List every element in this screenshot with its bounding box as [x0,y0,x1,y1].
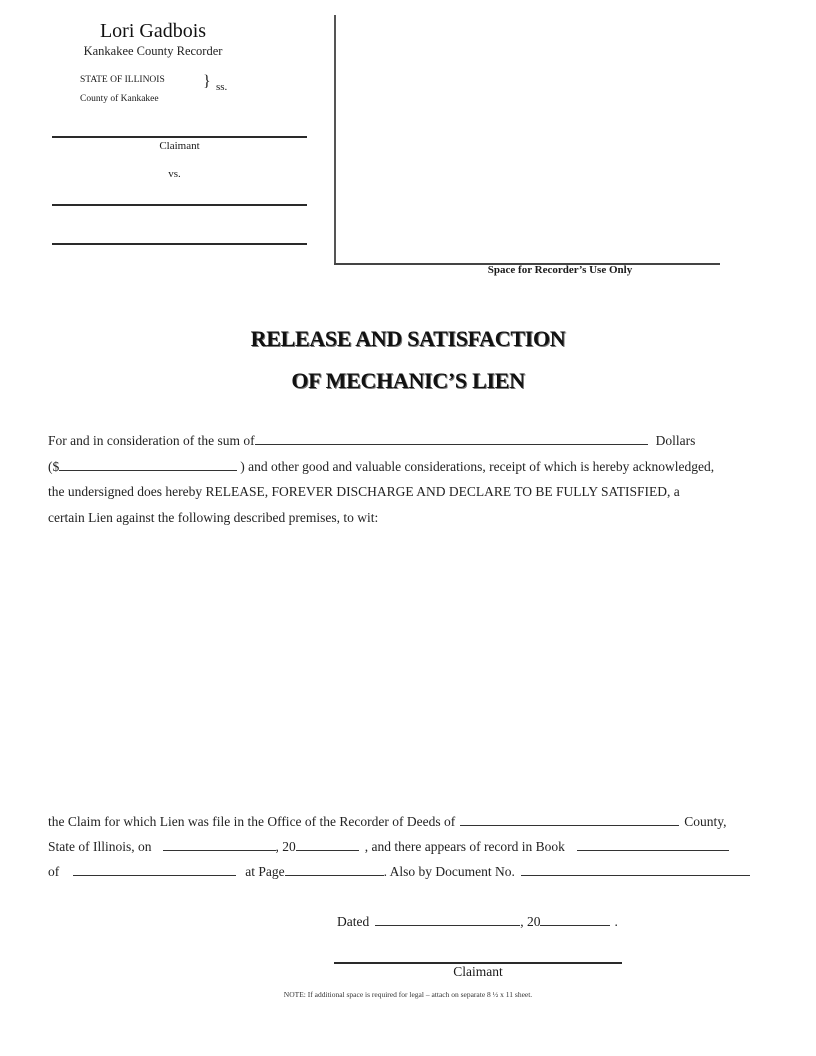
county-suffix-label: County, [684,814,727,829]
page-document-line [48,863,750,880]
brace-icon: } [203,73,211,90]
claim-text: the Claim for which Lien was file in the Office of the Recorder of Deeds of [48,814,456,829]
document-no-label: . Also by Document No. [383,864,515,879]
dated-period: . [614,914,618,929]
dated-line [337,913,618,930]
footer-note: NOTE: If additional space is required for legal – attach on separate 8 ½ x 11 sheet. [283,990,533,999]
sum-words-field[interactable] [255,432,648,445]
of-label: of [48,864,60,879]
dated-year-field[interactable] [540,913,610,926]
respondent-name-field[interactable] [52,204,307,206]
state-of-illinois-text: State of Illinois, on [48,839,152,854]
dated-year-prefix: , 20 [520,914,541,929]
book-of-field[interactable] [73,863,236,876]
dated-label: Dated [337,914,370,929]
filing-date-line [48,838,729,855]
claimant-signature-label: Claimant [453,964,503,979]
claimant-label: Claimant [159,140,200,152]
sum-amount-field[interactable] [59,458,237,471]
document-title-line1: RELEASE AND SATISFACTION [250,326,566,351]
consideration-line [48,432,695,449]
legal-description-area[interactable] [48,540,768,800]
filing-date-field[interactable] [163,838,276,851]
dollars-label: Dollars [655,433,696,448]
year-prefix-label: , 20 [275,839,296,854]
recorder-space-label: Space for Recorder’s Use Only [487,264,633,276]
dated-date-field[interactable] [375,913,520,926]
state-label: STATE OF ILLINOIS [80,75,165,85]
at-page-label: at Page [245,864,285,879]
document-no-field[interactable] [521,863,750,876]
book-field[interactable] [577,838,729,851]
respondent-name-field-2[interactable] [52,243,307,245]
claimant-name-field[interactable] [52,136,307,138]
recorder-box-left-border [334,15,336,264]
dollar-sign-label: ($ [48,459,60,474]
recorder-name: Lori Gadbois [99,20,207,42]
record-book-text: , and there appears of record in Book [364,839,565,854]
considerations-text: ) and other good and valuable considerations, receipt of which is hereby acknowledged, [240,459,715,474]
ss-label: ss. [216,81,228,93]
consideration-text: For and in consideration of the sum of [48,433,255,448]
release-text: the undersigned does hereby RELEASE, FOREVER DISCHARGE AND DECLARE TO BE FULLY SATISFIED, a [48,484,680,499]
vs-label: vs. [168,168,181,180]
document-title-line2: OF MECHANIC’S LIEN [291,368,525,393]
claim-line [48,813,727,830]
county-label: County of Kankakee [80,94,159,104]
county-name-field[interactable] [460,813,679,826]
premises-text: certain Lien against the following described premises, to wit: [48,510,379,525]
amount-line [48,458,714,475]
recorder-title: Kankakee County Recorder [83,44,223,58]
page-field[interactable] [285,863,384,876]
filing-year-field[interactable] [296,838,359,851]
